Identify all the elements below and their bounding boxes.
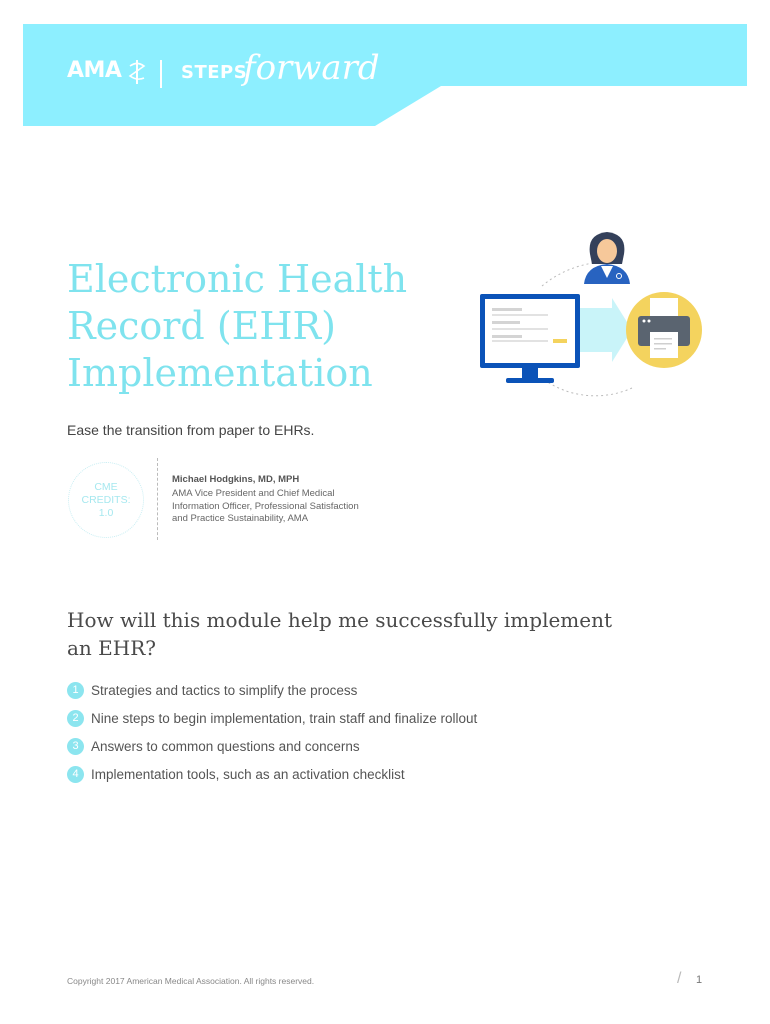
cme-label: CME <box>94 480 118 493</box>
cme-credits-label: CREDITS: <box>81 493 131 506</box>
list-item <box>67 704 477 732</box>
list-item-text: Strategies and tactics to simplify the process <box>91 682 358 698</box>
list-number-badge: 1 <box>67 682 84 699</box>
title-line: Electronic Health <box>67 257 408 301</box>
printer-icon <box>626 292 702 368</box>
copyright-notice: Copyright 2017 American Medical Association. All rights reserved. <box>67 976 315 986</box>
ama-logo: AMA <box>67 58 122 83</box>
title-line: Implementation <box>67 351 373 395</box>
heading-line: an EHR? <box>67 636 156 660</box>
cme-credits-value: 1.0 <box>98 506 114 519</box>
ehr-illustration <box>472 228 712 408</box>
list-item-text: Answers to common questions and concerns <box>91 738 360 754</box>
benefits-list <box>67 676 477 788</box>
computer-monitor-icon <box>480 294 580 383</box>
list-item-text: Implementation tools, such as an activation checklist <box>91 766 405 782</box>
logo-divider <box>160 60 162 88</box>
vertical-divider <box>157 458 158 540</box>
author-role-line: and Practice Sustainability, AMA <box>172 513 309 524</box>
subtitle: Ease the transition from paper to EHRs. <box>67 422 315 438</box>
list-number-badge: 3 <box>67 738 84 755</box>
author-role-line: Information Officer, Professional Satisfaction <box>172 500 359 512</box>
steps-logo-text: STEPS <box>181 62 248 83</box>
list-number-badge: 2 <box>67 710 84 727</box>
author-role-line: AMA Vice President and Chief Medical <box>172 488 335 499</box>
author-name: Michael Hodgkins, MD, MPH <box>172 474 300 485</box>
title-line: Record (EHR) <box>67 304 336 348</box>
list-number-badge: 4 <box>67 766 84 783</box>
page-number: 1 <box>696 974 703 986</box>
page-number-separator: / <box>677 970 682 987</box>
arrow-icon <box>577 298 632 362</box>
cme-credits-badge <box>68 462 144 538</box>
section-heading <box>67 606 667 662</box>
list-item <box>67 760 477 788</box>
page-title <box>67 256 447 397</box>
author-block <box>172 474 372 526</box>
author-role <box>172 488 372 526</box>
list-item <box>67 732 477 760</box>
doctor-icon <box>584 232 630 284</box>
heading-line: How will this module help me successfully implement <box>67 608 613 632</box>
list-item-text: Nine steps to begin implementation, train staff and finalize rollout <box>91 710 478 726</box>
ama-caduceus-icon <box>124 58 150 86</box>
forward-logo-text: forward <box>243 48 380 88</box>
list-item <box>67 676 477 704</box>
